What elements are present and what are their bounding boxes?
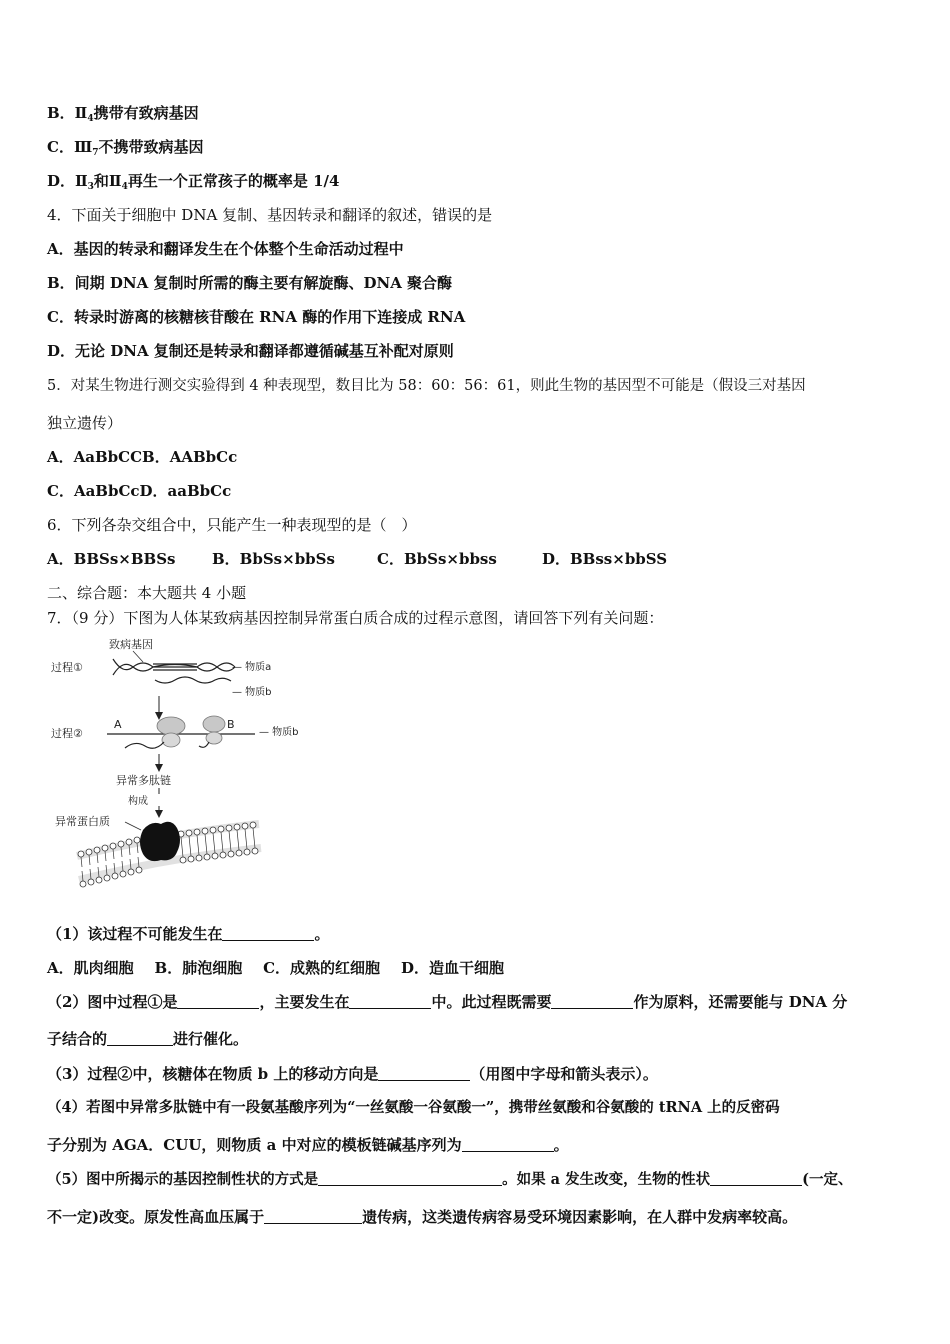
abnormal-protein-label: 异常蛋白质	[55, 815, 110, 828]
q5-stem-line1: 5．对某生物进行测交实验得到 4 种表现型，数目比为 58：60：56：61，则此生物的基因型不可能是（假设三对基因	[47, 378, 806, 394]
q7-sub4: （4）若图中异常多肽链中有一段氨基酸序列为“一丝氨酸一谷氨酸一”，携带丝氨酸和谷氨酸的 tRNA 上的反密码	[47, 1099, 780, 1116]
blank-2c[interactable]	[551, 993, 633, 1009]
q7-sub1-option-d: D．造血干细胞	[400, 959, 504, 977]
q7-sub1-option-b: B．肺泡细胞	[154, 959, 243, 977]
q7-stem: 7．（9 分）下图为人体某致病基因控制异常蛋白质合成的过程示意图，请回答下列有关问题：	[47, 609, 664, 627]
abnormal-peptide-label: 异常多肽链	[116, 774, 171, 787]
substance-b-label-1: — 物质b	[232, 687, 272, 698]
q7-sub2-cont: 子结合的 进行催化。	[47, 1030, 249, 1048]
q7-sub1-options	[47, 958, 504, 978]
q6-option-b: B．BbSs×bbSs	[212, 550, 335, 568]
substance-b-label-2: — 物质b	[259, 727, 299, 738]
q7-sub4-cont: 子分别为 AGA．CUU，则物质 a 中对应的模板链碱基序列为 。	[47, 1136, 569, 1154]
q4-stem: 4．下面关于细胞中 DNA 复制、基因转录和翻译的叙述，错误的是	[47, 206, 493, 224]
substance-a-label: — 物质a	[232, 662, 272, 673]
q3-option-c: C．$Ⅲ_7$不携带致病基因	[47, 138, 204, 158]
q7-sub1-option-c: C．成熟的红细胞	[263, 959, 381, 977]
q4-option-d: D．无论 DNA 复制还是转录和翻译都遵循碱基互补配对原则	[47, 342, 454, 360]
process1-label: 过程①	[51, 661, 83, 674]
process2-label: 过程②	[51, 727, 83, 740]
q6-option-c: C．BbSs×bbss	[377, 550, 497, 568]
q5-stem-line2: 独立遗传）	[47, 414, 123, 432]
blank-4[interactable]	[462, 1136, 554, 1152]
blank-1[interactable]	[222, 925, 314, 941]
blank-2b[interactable]	[349, 993, 431, 1009]
q7-sub5: （5）图中所揭示的基因控制性状的方式是 。如果 a 发生改变，生物的性状 (一定、	[47, 1171, 853, 1188]
section-title: 二、综合题：本大题共 4 小题	[47, 584, 247, 602]
q6-options	[47, 549, 667, 569]
gene-expression-diagram	[47, 634, 299, 899]
q5-options-cd: C．AaBbCcD．aaBbCc	[47, 482, 232, 500]
compose-label: 构成	[128, 796, 148, 807]
q4-option-a: A．基因的转录和翻译发生在个体整个生命活动过程中	[47, 240, 404, 258]
label-b: B	[227, 718, 235, 731]
q4-option-b: B．间期 DNA 复制时所需的酶主要有解旋酶、DNA 聚合酶	[47, 274, 453, 292]
q7-sub3: （3）过程②中，核糖体在物质 b 上的移动方向是 （用图中字母和箭头表示）。	[47, 1065, 658, 1083]
blank-2d[interactable]	[107, 1030, 173, 1046]
blank-5b[interactable]	[710, 1170, 802, 1186]
q6-option-d: D．BBss×bbSS	[542, 550, 668, 568]
q7-sub5-cont: 不一定)改变。原发性高血压属于 遗传病，这类遗传病容易受环境因素影响，在人群中发病率较高。	[47, 1208, 798, 1226]
q3-option-d: D．$Ⅱ_3$和$Ⅱ_4$再生一个正常孩子的概率是 1/4	[47, 172, 340, 192]
q7-sub1: （1）该过程不可能发生在 。	[47, 925, 330, 943]
abnormal-protein-shape	[140, 822, 180, 861]
q7-sub1-option-a: A．肌肉细胞	[47, 959, 134, 977]
blank-5a[interactable]	[318, 1170, 502, 1186]
lipid-bilayer	[77, 822, 261, 887]
q6-stem: 6．下列各杂交组合中，只能产生一种表现型的是（ ）	[47, 516, 417, 534]
gene-label: 致病基因	[109, 638, 153, 651]
blank-2a[interactable]	[177, 993, 259, 1009]
label-a: A	[114, 718, 122, 731]
q4-option-c: C．转录时游离的核糖核苷酸在 RNA 酶的作用下连接成 RNA	[47, 308, 466, 326]
q5-options-ab: A．AaBbCCB．AABbCc	[47, 448, 238, 466]
q3-option-b: B．$Ⅱ_4$携带有致病基因	[47, 104, 199, 124]
q7-sub2: （2）图中过程①是 ，主要发生在 中。此过程既需要 作为原料，还需要能与 DNA 分	[47, 993, 848, 1011]
blank-5c[interactable]	[264, 1208, 362, 1224]
blank-3[interactable]	[378, 1065, 470, 1081]
q6-option-a: A．BBSs×BBSs	[47, 550, 176, 568]
